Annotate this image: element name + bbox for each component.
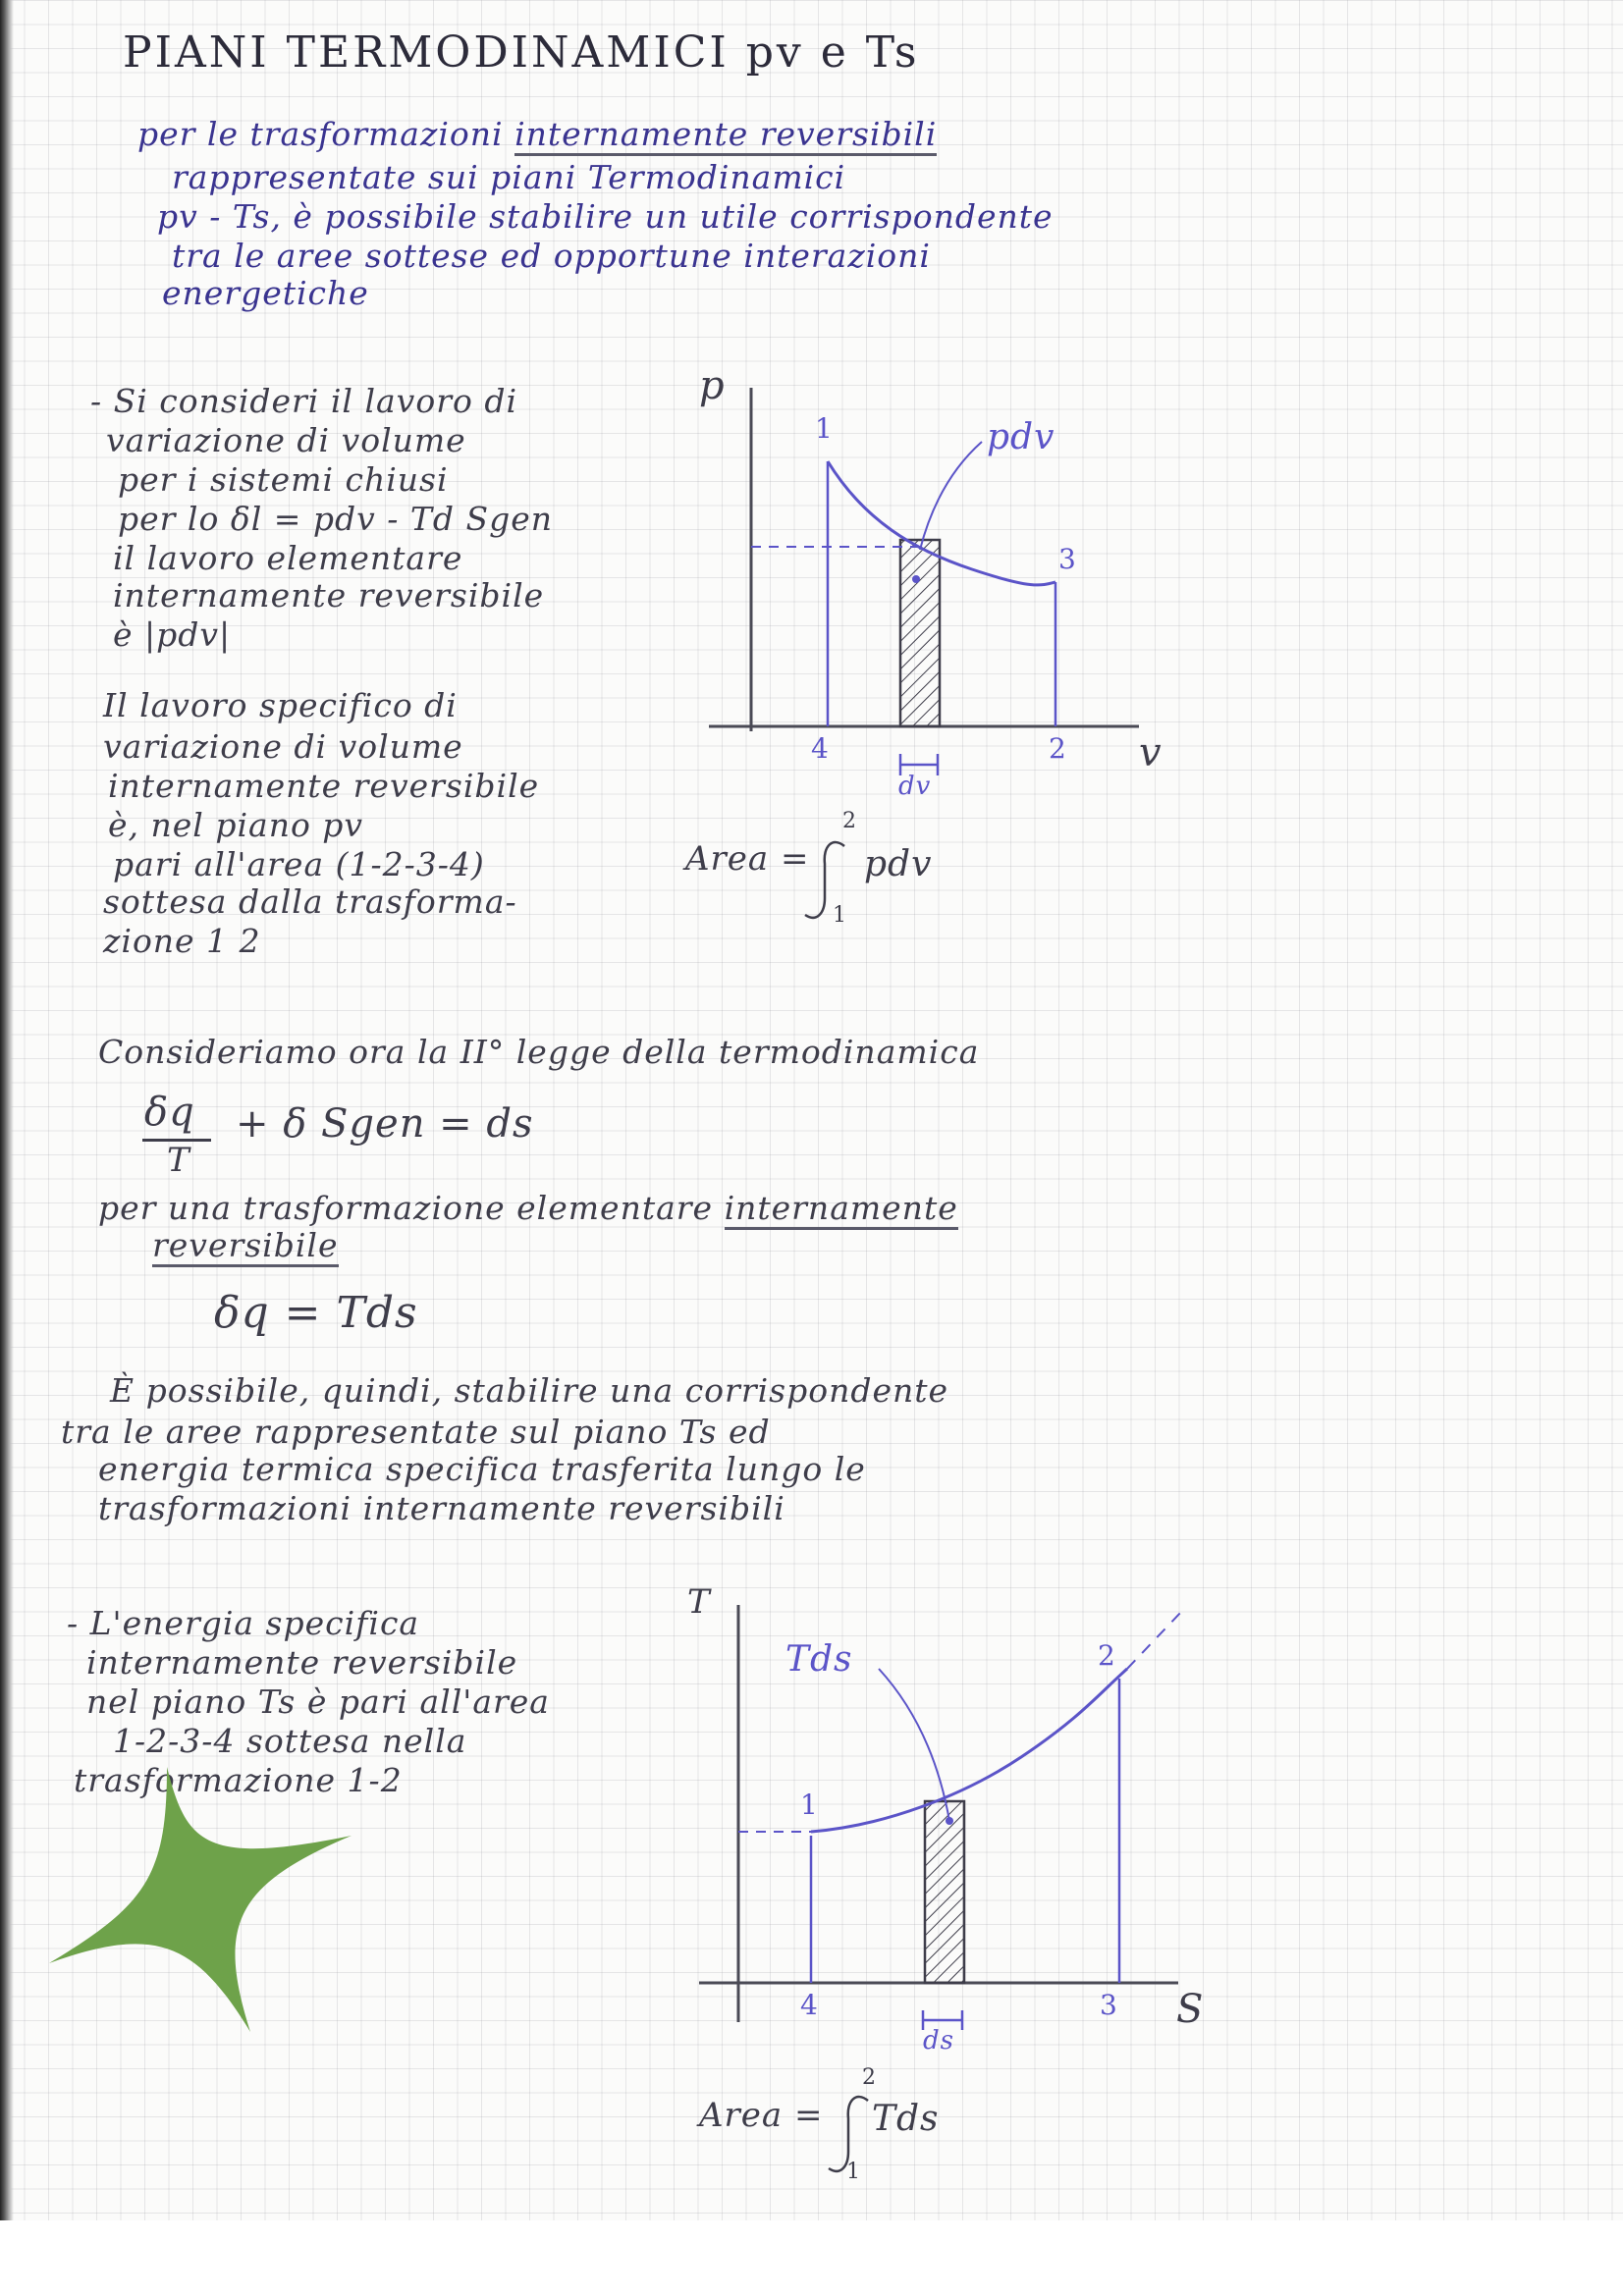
work-line-8: Il lavoro specifico di <box>103 686 458 724</box>
intro-line-5: energetiche <box>162 274 369 312</box>
second-law-line-2-underlined: internamente <box>725 1189 958 1230</box>
pv-area-lower-limit: 1 <box>833 903 847 928</box>
ts-point-marker <box>946 1817 953 1825</box>
pv-area-prefix: Area = <box>685 839 810 879</box>
corr-line-2: tra le aree rappresentate sul piano Ts ed <box>61 1413 771 1451</box>
ts-area-upper-limit: 2 <box>862 2065 877 2090</box>
eq-rest: + δ Sgen = ds <box>236 1101 534 1147</box>
second-law-line: Consideriamo ora la II° legge della termodinamica <box>98 1033 980 1071</box>
eq-denominator: T <box>167 1141 190 1180</box>
work-line-6: internamente reversibile <box>113 576 545 614</box>
intro-line-4: tra le aree sottese ed opportune interazioni <box>172 237 931 275</box>
work-line-9: variazione di volume <box>103 727 463 766</box>
intro-line-1-a: per le trasformazioni <box>137 115 515 153</box>
corr-line-1: È possibile, quindi, stabilire una corrispondente <box>110 1371 949 1410</box>
intro-line-2: rappresentate sui piani Termodinamici <box>172 158 846 196</box>
energy-line-1: - L'energia specifica <box>67 1604 420 1642</box>
ts-strip-ds <box>925 1801 964 1983</box>
pv-x-axis-label: v <box>1139 730 1163 775</box>
energy-line-2: internamente reversibile <box>86 1643 518 1682</box>
ts-curve <box>811 1669 1127 1832</box>
ts-point-1: 1 <box>800 1789 819 1821</box>
ts-area-lower-limit: 1 <box>846 2160 861 2184</box>
ts-curve-extension <box>1127 1610 1183 1669</box>
eq-numerator: δq <box>144 1090 195 1135</box>
work-line-4: per lo δl = pdv - Td Sgen <box>118 500 554 538</box>
ts-point-2: 2 <box>1098 1639 1116 1672</box>
pv-point-1: 1 <box>815 412 834 445</box>
second-law-line-3-underlined: reversibile <box>152 1226 339 1267</box>
pv-point-2: 2 <box>1049 732 1067 765</box>
corr-line-3: energia termica specifica trasferita lungo le <box>98 1450 866 1488</box>
green-four-point-star-icon <box>39 1757 363 2042</box>
page-title: PIANI TERMODINAMICI pv e Ts <box>123 27 920 78</box>
work-line-5: il lavoro elementare <box>113 539 463 577</box>
ts-area-prefix: Area = <box>699 2096 824 2135</box>
intro-line-1-underlined: internamente reversibili <box>514 115 937 156</box>
intro-line-3: pv - Ts, è possibile stabilire un utile corrispondente <box>157 197 1054 236</box>
energy-line-3: nel piano Ts è pari all'area <box>86 1682 550 1721</box>
ts-pointer-line <box>879 1669 949 1821</box>
ts-point-3: 3 <box>1100 1989 1118 2021</box>
work-line-12: pari all'area (1-2-3-4) <box>113 845 485 883</box>
work-line-11: è, nel piano pv <box>108 806 364 844</box>
corr-line-4: trasformazioni internamente reversibili <box>98 1489 785 1527</box>
pv-y-axis-label: p <box>699 363 726 408</box>
ts-x-axis-label: S <box>1176 1987 1205 2032</box>
work-line-10: internamente reversibile <box>108 767 540 805</box>
work-line-1: - Si consideri il lavoro di <box>90 382 518 420</box>
energy-line-5: trasformazione 1-2 <box>74 1761 403 1799</box>
ts-strip-label: ds <box>923 2026 954 2056</box>
ts-y-axis-label: T <box>687 1582 711 1622</box>
eq-dq-tds: δq = Tds <box>214 1288 418 1338</box>
energy-line-4: 1-2-3-4 sottesa nella <box>113 1722 467 1760</box>
scan-bottom-margin <box>0 2220 1623 2296</box>
work-line-14: zione 1 2 <box>103 922 261 960</box>
pv-area-upper-limit: 2 <box>842 809 857 833</box>
pv-curve-label: pdv <box>987 417 1055 457</box>
ts-area-integrand: Tds <box>872 2099 940 2139</box>
pv-point-3: 3 <box>1058 543 1077 575</box>
work-line-2: variazione di volume <box>106 421 466 459</box>
second-law-line-2-a: per una trasformazione elementare <box>98 1189 725 1227</box>
work-line-3: per i sistemi chiusi <box>118 460 449 499</box>
ts-point-4: 4 <box>800 1989 819 2021</box>
ts-curve-label: Tds <box>785 1639 853 1680</box>
work-line-7: è |pdv| <box>113 615 232 654</box>
pv-area-integrand: pdv <box>864 844 933 884</box>
work-line-13: sottesa dalla trasforma- <box>103 882 517 921</box>
pv-strip-label: dv <box>898 772 932 801</box>
pv-point-4: 4 <box>811 732 830 765</box>
